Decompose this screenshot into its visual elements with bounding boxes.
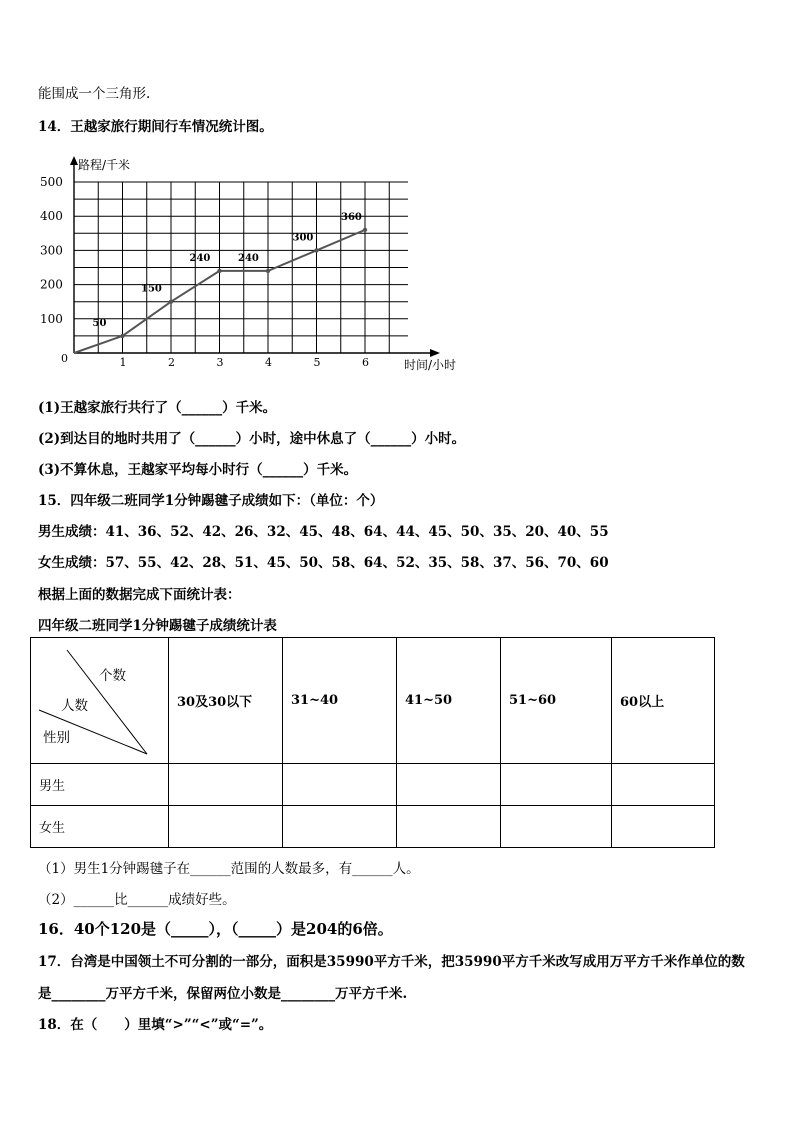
girls-scores: 女生成绩：57、55、42、28、51、45、50、58、64、52、35、58、37、56、70、60 bbox=[38, 555, 609, 571]
x-tick-label: 1 bbox=[119, 356, 127, 369]
data-point bbox=[169, 300, 173, 304]
question-14-title: 14．王越家旅行期间行车情况统计图。 bbox=[38, 119, 273, 135]
x-tick-label: 3 bbox=[216, 356, 224, 369]
question-15-title: 15．四年级二班同学1分钟踢毽子成绩如下：（单位：个） bbox=[38, 493, 384, 509]
data-point bbox=[120, 334, 124, 338]
question-17-line1: 17．台湾是中国领土不可分割的一部分，面积是35990平方千米，把35990平方千米改写成用万平方千米作单位的数 bbox=[38, 954, 745, 970]
table-cell[interactable] bbox=[169, 764, 283, 806]
column-header: 60以上 bbox=[612, 638, 715, 764]
stats-table bbox=[30, 637, 715, 848]
travel-line-chart bbox=[30, 152, 480, 377]
data-point bbox=[217, 269, 221, 273]
data-label: 240 bbox=[238, 252, 259, 264]
intro-tail-text: 能围成一个三角形. bbox=[38, 86, 151, 102]
question-17-line2: 是________万平方千米，保留两位小数是________万平方千米. bbox=[38, 986, 408, 1002]
table-cell[interactable] bbox=[612, 764, 715, 806]
data-point bbox=[314, 248, 318, 252]
table-cell[interactable] bbox=[501, 806, 612, 848]
corner-label-gender: 性别 bbox=[43, 730, 70, 746]
table-cell[interactable] bbox=[283, 764, 397, 806]
table-cell[interactable] bbox=[397, 806, 501, 848]
y-tick-label: 100 bbox=[40, 311, 63, 326]
chart-y-axis-label: 路程/千米 bbox=[78, 158, 131, 172]
corner-label-people: 人数 bbox=[61, 698, 88, 714]
column-header: 51~60 bbox=[501, 638, 612, 764]
x-axis-arrow bbox=[430, 349, 440, 357]
column-header: 30及30以下 bbox=[169, 638, 283, 764]
data-point bbox=[363, 228, 367, 232]
data-label: 50 bbox=[92, 317, 107, 329]
chart-ticks bbox=[40, 175, 369, 369]
y-tick-label: 300 bbox=[40, 243, 63, 258]
y-tick-label: 400 bbox=[40, 209, 63, 224]
question-15-sub1: （1）男生1分钟踢毽子在______范围的人数最多，有______人。 bbox=[38, 861, 420, 877]
table-title: 四年级二班同学1分钟踢毽子成绩统计表 bbox=[38, 618, 277, 634]
data-label: 360 bbox=[341, 211, 362, 223]
column-header: 41~50 bbox=[397, 638, 501, 764]
chart-origin-label: 0 bbox=[61, 352, 68, 365]
row-label-boys: 男生 bbox=[31, 764, 169, 806]
y-tick-label: 200 bbox=[40, 277, 63, 292]
question-14-sub3: (3)不算休息，王越家平均每小时行（______）千米。 bbox=[38, 462, 358, 478]
diagonal-header-cell bbox=[31, 638, 169, 764]
data-label: 240 bbox=[189, 252, 211, 264]
table-cell[interactable] bbox=[501, 764, 612, 806]
y-tick-label: 500 bbox=[40, 175, 63, 189]
x-tick-label: 5 bbox=[313, 356, 321, 369]
chart-x-axis-label: 时间/小时 bbox=[404, 358, 457, 372]
boys-scores: 男生成绩：41、36、52、42、26、32、45、48、64、44、45、50、35、20、40、55 bbox=[38, 524, 609, 540]
column-header: 31~40 bbox=[283, 638, 397, 764]
question-14-sub2: (2)到达目的地时共用了（______）小时，途中休息了（______）小时。 bbox=[38, 431, 466, 447]
y-axis-arrow bbox=[70, 156, 78, 165]
question-15-sub2: （2）______比______成绩好些。 bbox=[38, 892, 236, 908]
table-cell[interactable] bbox=[283, 806, 397, 848]
x-tick-label: 2 bbox=[168, 356, 175, 369]
chart-grid bbox=[74, 182, 408, 353]
data-label: 300 bbox=[292, 232, 314, 244]
stats-table-wrap bbox=[30, 637, 715, 848]
table-cell[interactable] bbox=[169, 806, 283, 848]
data-label: 150 bbox=[141, 283, 162, 295]
table-cell[interactable] bbox=[612, 806, 715, 848]
question-16: 16．40个120是（_____），（_____）是204的6倍。 bbox=[38, 920, 393, 938]
question-18: 18．在（ ）里填“>”“<”或“=”。 bbox=[38, 1017, 273, 1033]
table-cell[interactable] bbox=[397, 764, 501, 806]
row-label-girls: 女生 bbox=[31, 806, 169, 848]
question-14-sub1: (1)王越家旅行共行了（______）千米。 bbox=[38, 400, 277, 416]
data-point bbox=[266, 269, 270, 273]
x-tick-label: 6 bbox=[362, 356, 369, 369]
x-tick-label: 4 bbox=[265, 356, 272, 369]
table-instruction: 根据上面的数据完成下面统计表： bbox=[38, 587, 241, 603]
corner-label-count: 个数 bbox=[99, 668, 126, 684]
